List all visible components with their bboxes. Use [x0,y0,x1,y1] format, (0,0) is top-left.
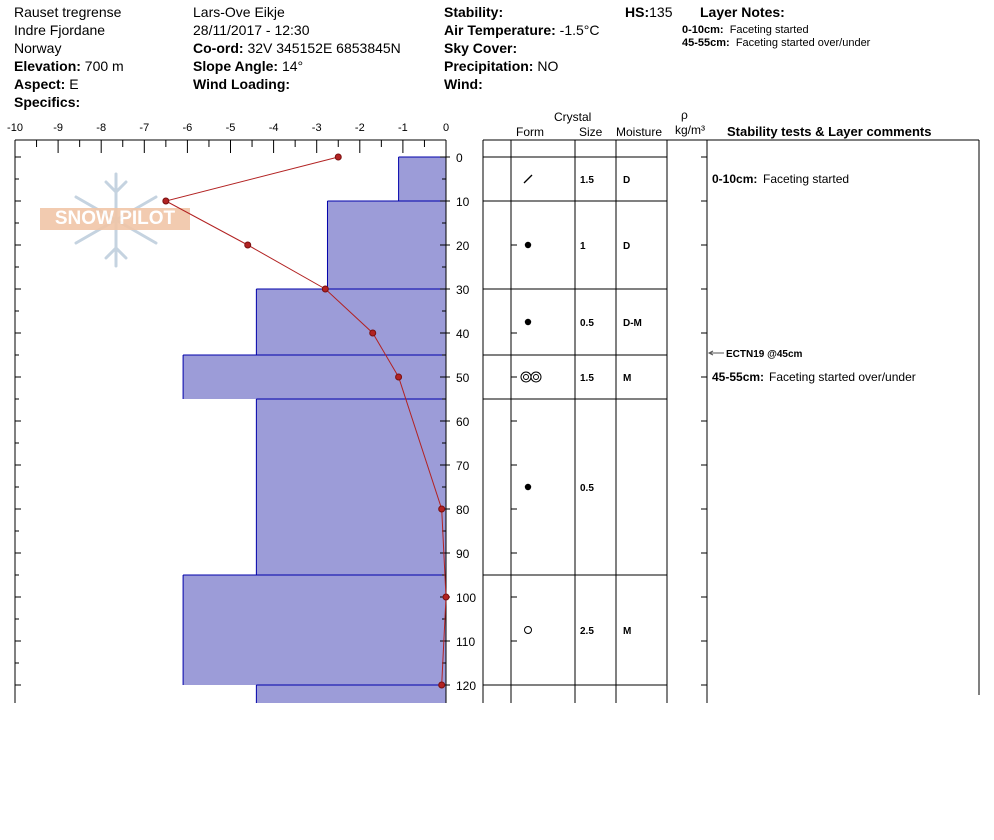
temperature-point [322,286,328,292]
depth-tick-label: 40 [456,327,470,341]
layer-notes-title: Layer Notes: [700,4,785,20]
density-unit-header: kg/m³ [675,123,705,137]
hardness-bar [256,289,446,355]
layer-size: 0.5 [580,483,594,494]
hardness-bar [256,685,446,703]
hardness-bar [183,355,446,399]
layer-comment-text: Faceting started [763,172,850,186]
depth-tick-label: 0 [456,151,463,165]
x-tick-label: -6 [182,122,193,134]
depth-tick-label: 70 [456,459,470,473]
x-tick-label: -2 [354,122,365,134]
x-tick-label: -3 [311,122,322,134]
x-tick-label: -9 [53,122,63,134]
layer-note-2-text: Faceting started over/under [735,37,871,49]
x-tick-label: -7 [139,122,150,134]
x-tick-label: -4 [268,122,279,134]
aspect-value: E [69,76,79,92]
melt-cluster-icon [524,375,529,380]
faceted-icon [524,175,532,183]
stability-test-label: ECTN19 @45cm [726,349,803,360]
layer-comment-range: 0-10cm: [712,172,758,186]
melt-cluster-icon [521,372,531,382]
stability-label: Stability: [444,4,504,20]
elevation-value: 700 m [84,58,124,74]
temperature-point [443,594,449,600]
x-tick-label: 0 [442,122,450,134]
layer-note-1-range: 0-10cm: [682,24,724,36]
precip-value: NO [537,58,559,74]
rho-header: ρ [681,108,688,122]
layer-moisture: D-M [623,318,642,329]
layer-moisture: D [623,175,631,186]
temperature-point [439,682,445,688]
x-tick-label: -1 [398,122,408,134]
layer-size: 1 [580,241,586,252]
slope-value: 14° [281,58,304,74]
specifics-label: Specifics: [14,94,81,110]
depth-tick-label: 110 [456,635,476,649]
x-tick-label: -10 [7,122,23,134]
wind-label: Wind: [444,76,483,92]
rounded-grain-icon [525,242,531,248]
temperature-point [370,330,376,336]
layer-moisture: D [623,241,631,252]
coord-label: Co-ord: [193,40,244,56]
temperature-point [163,198,169,204]
size-header: Size [579,125,603,139]
hs-value: 135 [649,4,673,20]
moisture-header: Moisture [616,125,663,139]
depth-tick-label: 20 [456,239,470,253]
region-name: Indre Fjordane [14,22,106,38]
crystal-header: Crystal [554,110,592,124]
temperature-point [439,506,445,512]
watermark-text: SNOW PILOT [40,208,190,230]
elevation-label: Elevation: [14,58,81,74]
rounded-grain-icon [525,319,531,325]
depth-tick-label: 10 [456,195,470,209]
observation-datetime: 28/11/2017 - 12:30 [193,22,310,38]
depth-tick-label: 90 [456,547,470,561]
depth-tick-label: 60 [456,415,470,429]
depth-tick-label: 100 [456,591,477,605]
hardness-bar [399,157,446,201]
location-name: Rauset tregrense [14,4,122,20]
aspect-label: Aspect: [14,76,66,92]
air-temp-value: -1.5°C [559,22,600,38]
depth-tick-label: 80 [456,503,470,517]
depth-tick-label: 50 [456,371,470,385]
depth-tick-label: 30 [456,283,470,297]
melt-grain-icon [525,627,532,634]
layer-size: 1.5 [580,373,594,384]
melt-cluster-icon [534,375,539,380]
country-name: Norway [14,40,62,56]
rounded-grain-icon [525,484,531,490]
layer-moisture: M [623,626,632,637]
hardness-bar [256,399,446,575]
slope-label: Slope Angle: [193,58,279,74]
hardness-bar [327,201,446,289]
layer-size: 1.5 [580,175,594,186]
layer-note-1-text: Faceting started [729,24,809,36]
air-temp-label: Air Temperature: [444,22,556,38]
layer-comment-range: 45-55cm: [712,370,765,384]
observer-name: Lars-Ove Eikje [193,4,285,20]
temperature-point [396,374,402,380]
temperature-point [335,154,341,160]
hardness-bar [183,575,446,685]
comments-header: Stability tests & Layer comments [727,124,932,139]
layer-note-2-range: 45-55cm: [682,37,730,49]
layer-comment-text: Faceting started over/under [769,370,916,384]
precip-label: Precipitation: [444,58,534,74]
layer-size: 0.5 [580,318,594,329]
temperature-point [245,242,251,248]
layer-size: 2.5 [580,626,594,637]
x-tick-label: -8 [96,122,107,134]
hs-label: HS: [625,4,650,20]
depth-tick-label: 120 [456,679,477,693]
x-tick-label: -5 [225,122,236,134]
wind-loading-label: Wind Loading: [193,76,291,92]
coord-value: 32V 345152E 6853845N [247,40,401,56]
melt-cluster-icon [531,372,541,382]
layer-moisture: M [623,373,632,384]
form-header: Form [516,125,544,139]
sky-cover-label: Sky Cover: [444,40,518,56]
